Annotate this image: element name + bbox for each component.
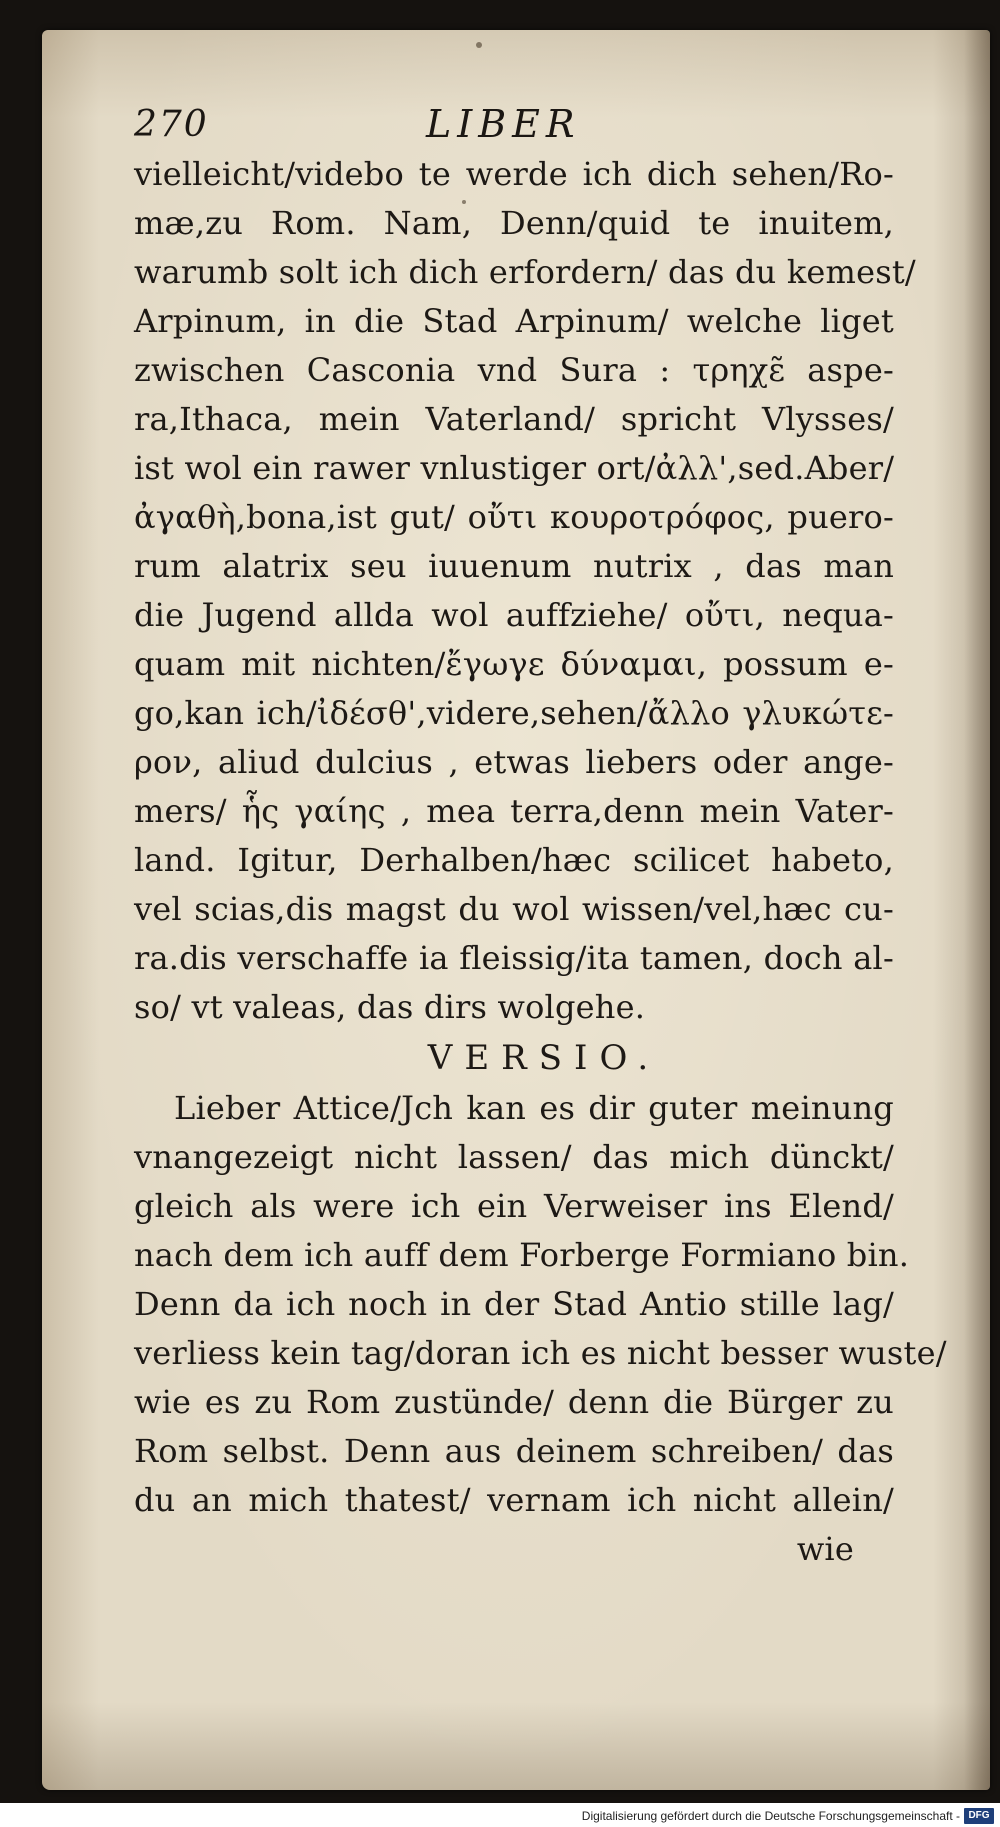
text-line: ra.dis verschaffe ia fleissig/ita tamen, doch al- xyxy=(134,939,894,977)
version-line: wie es zu Rom zustünde/ denn die Bürger zu xyxy=(134,1383,894,1421)
running-title: LIBER xyxy=(426,102,581,146)
version-line: Rom selbst. Denn aus deinem schreiben/ das xyxy=(134,1432,894,1470)
text-line: land. Igitur, Derhalben/hæc scilicet habeto, xyxy=(134,841,894,879)
version-line: Denn da ich noch in der Stad Antio stille lag/ xyxy=(134,1285,894,1323)
paper-speck xyxy=(476,42,482,48)
text-line: mæ,zu Rom. Nam, Denn/quid te inuitem, xyxy=(134,204,894,242)
digitization-credit: Digitalisierung gefördert durch die Deutsche Forschungsgemeinschaft - xyxy=(581,1809,960,1823)
version-line: Lieber Attice/Jch kan es dir guter meinung xyxy=(174,1089,894,1127)
text-line: zwischen Casconia vnd Sura : τρηχε̃ aspe- xyxy=(134,351,894,389)
digitization-footer xyxy=(0,1803,1000,1827)
text-line: ra,Ithaca, mein Vaterland/ spricht Vlysses/ xyxy=(134,400,894,438)
version-line: verliess kein tag/doran ich es nicht besser wuste/ xyxy=(134,1334,947,1372)
text-line: go,kan ich/ἰδέσθ',videre,sehen/ἄλλο γλυκώτε- xyxy=(134,694,894,732)
page-number: 270 xyxy=(134,104,209,145)
text-line: mers/ ἧς γαίης , mea terra,denn mein Vater- xyxy=(134,792,894,830)
section-heading: VERSIO. xyxy=(427,1038,661,1078)
text-line: quam mit nichten/ἔγωγε δύναμαι, possum e- xyxy=(134,645,894,683)
text-line: die Jugend allda wol auffziehe/ οὔτι, nequa- xyxy=(134,596,894,634)
version-line: vnangezeigt nicht lassen/ das mich dünckt/ xyxy=(134,1138,894,1176)
text-line: vielleicht/videbo te werde ich dich sehen/Ro- xyxy=(134,155,894,193)
version-line: nach dem ich auff dem Forberge Formiano bin. xyxy=(134,1236,910,1274)
text-line: rum alatrix seu iuuenum nutrix , das man xyxy=(134,547,894,585)
text-line: ἀγαθὴ,bona,ist gut/ οὔτι κουροτρόφος, puero- xyxy=(134,498,894,536)
page-header xyxy=(134,100,854,154)
text-line: warumb solt ich dich erfordern/ das du kemest/ xyxy=(134,253,916,291)
text-line: ist wol ein rawer vnlustiger ort/ἀλλ',sed.Aber/ xyxy=(134,449,895,487)
version-line: du an mich thatest/ vernam ich nicht allein/ xyxy=(134,1481,894,1519)
text-line: so/ vt valeas, das dirs wolgehe. xyxy=(134,988,646,1026)
version-line: gleich als were ich ein Verweiser ins Elend/ xyxy=(134,1187,894,1225)
catchword: wie xyxy=(796,1530,854,1568)
page-edge-shadow xyxy=(964,30,990,1790)
text-line: Arpinum, in die Stad Arpinum/ welche liget xyxy=(134,302,894,340)
text-line: ρον, aliud dulcius , etwas liebers oder ange- xyxy=(134,743,894,781)
text-block xyxy=(134,150,947,1574)
dfg-logo-icon: DFG xyxy=(964,1808,994,1824)
text-line: vel scias,dis magst du wol wissen/vel,hæc cu- xyxy=(134,890,894,928)
